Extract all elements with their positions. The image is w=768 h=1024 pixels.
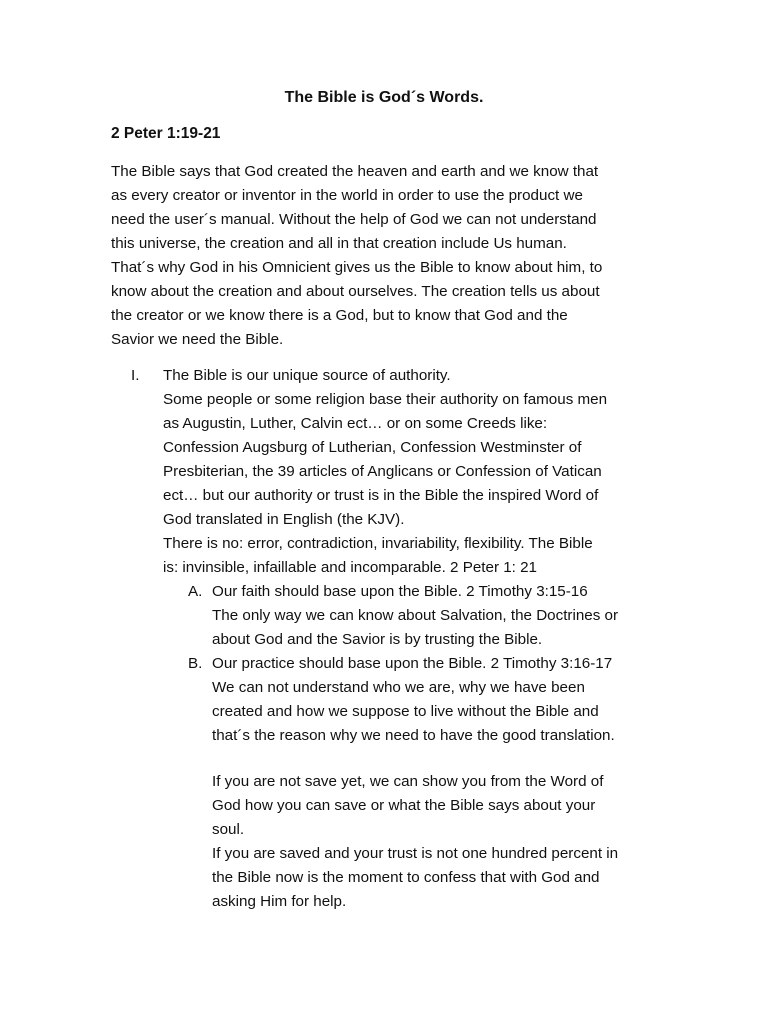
closing-line: If you are not save yet, we can show you from the Word of <box>212 773 604 790</box>
subpoint-a-line: about God and the Savior is by trusting the Bible. <box>212 631 543 648</box>
intro-line: this universe, the creation and all in that creation include Us human. <box>111 235 567 252</box>
subpoint-a-heading: Our faith should base upon the Bible. 2 Timothy 3:15-16 <box>212 583 588 600</box>
intro-line: as every creator or inventor in the world in order to use the product we <box>111 187 583 204</box>
closing-line: the Bible now is the moment to confess that with God and <box>212 869 600 886</box>
section-1-line: is: invinsible, infaillable and incomparable. 2 Peter 1: 21 <box>163 559 537 576</box>
scripture-reference: 2 Peter 1:19-21 <box>111 125 221 142</box>
closing-line: If you are saved and your trust is not one hundred percent in <box>212 845 619 862</box>
intro-line: That´s why God in his Omnicient gives us the Bible to know about him, to <box>111 259 603 276</box>
section-1-line: Presbiterian, the 39 articles of Anglicans or Confession of Vatican <box>163 463 602 480</box>
section-1-marker: I. <box>131 367 140 384</box>
subpoint-a-marker: A. <box>188 583 203 600</box>
subpoint-b-marker: B. <box>188 655 203 672</box>
section-1-line: as Augustin, Luther, Calvin ect… or on some Creeds like: <box>163 415 548 432</box>
section-1-line: God translated in English (the KJV). <box>163 511 405 528</box>
intro-line: need the user´s manual. Without the help of God we can not understand <box>111 211 597 228</box>
closing-line: soul. <box>212 821 245 838</box>
subpoint-b-line: created and how we suppose to live without the Bible and <box>212 703 599 720</box>
section-1-heading: The Bible is our unique source of authority. <box>163 367 451 384</box>
subpoint-a-line: The only way we can know about Salvation, the Doctrines or <box>212 607 619 624</box>
section-1-line: Some people or some religion base their authority on famous men <box>163 391 608 408</box>
subpoint-b-line: that´s the reason why we need to have the good translation. <box>212 727 615 744</box>
intro-line: The Bible says that God created the heaven and earth and we know that <box>111 163 599 180</box>
subpoint-b-heading: Our practice should base upon the Bible. 2 Timothy 3:16-17 <box>212 655 613 672</box>
section-1-line: Confession Augsburg of Lutherian, Confession Westminster of <box>163 439 582 456</box>
intro-line: the creator or we know there is a God, but to know that God and the <box>111 307 568 324</box>
closing-line: God how you can save or what the Bible says about your <box>212 797 596 814</box>
section-1-line: There is no: error, contradiction, invariability, flexibility. The Bible <box>163 535 593 552</box>
closing-line: asking Him for help. <box>212 893 347 910</box>
intro-line: know about the creation and about ourselves. The creation tells us about <box>111 283 600 300</box>
section-1-line: ect… but our authority or trust is in the Bible the inspired Word of <box>163 487 599 504</box>
intro-line: Savior we need the Bible. <box>111 331 284 348</box>
document-title: The Bible is God´s Words. <box>284 89 484 106</box>
subpoint-b-line: We can not understand who we are, why we have been <box>212 679 585 696</box>
